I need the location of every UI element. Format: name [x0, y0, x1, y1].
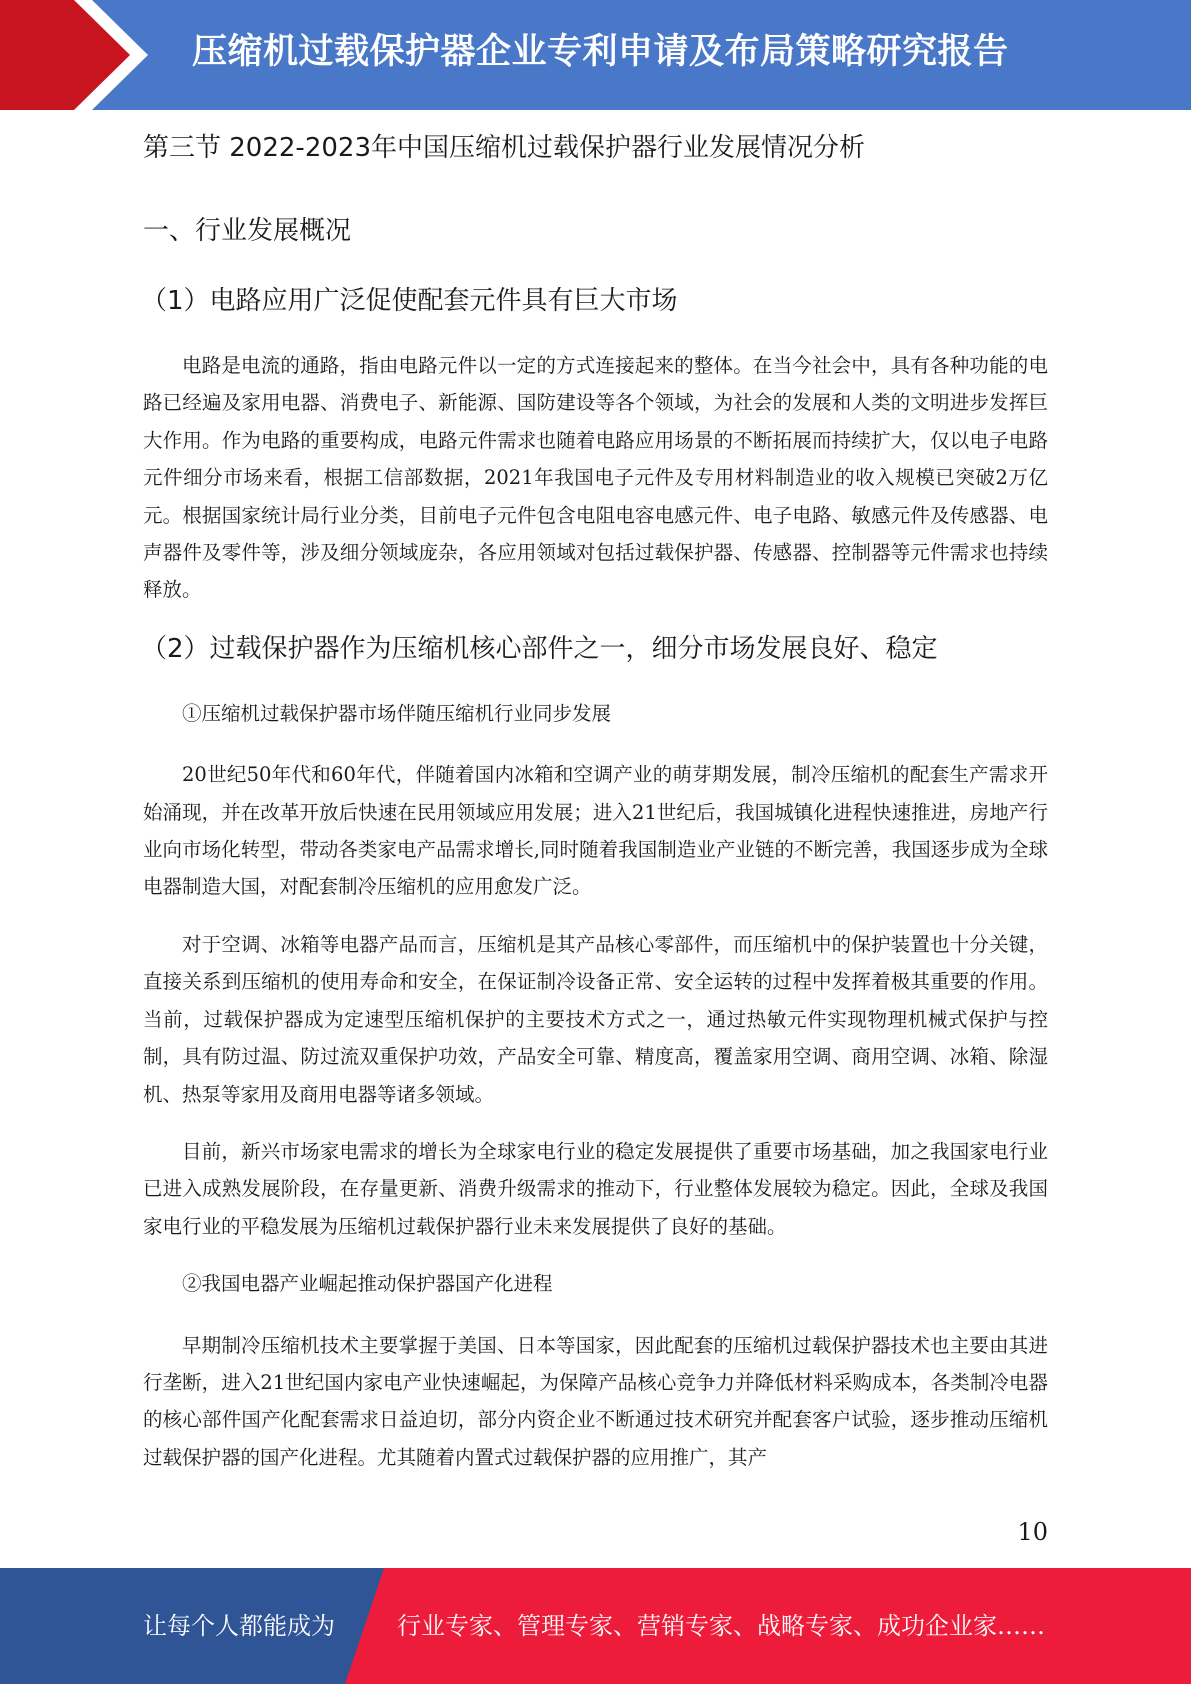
heading-overload-protector: （2）过载保护器作为压缩机核心部件之一，细分市场发展良好、稳定 — [141, 633, 938, 664]
paragraph-market-outlook: 目前，新兴市场家电需求的增长为全球家电行业的稳定发展提供了重要市场基础，加之我国家电行业已进入成熟发展阶段，在存量更新、消费升级需求的推动下，行业整体发展较为稳定。因此，全球及我国家电行业的平稳发展为压缩机过载保护器行业未来发展提供了良好的基础。 — [143, 1139, 1048, 1238]
header-arrow-decoration — [0, 0, 150, 110]
page-header — [0, 0, 1191, 110]
section-title: 第三节 2022-2023年中国压缩机过载保护器行业发展情况分析 — [143, 133, 865, 163]
footer-slogan-left: 让每个人都能成为 — [143, 1612, 335, 1640]
subheading-localization: ②我国电器产业崛起推动保护器国产化进程 — [182, 1272, 553, 1296]
paragraph-localization: 早期制冷压缩机技术主要掌握于美国、日本等国家，因此配套的压缩机过载保护器技术也主要由其进行垄断，进入21世纪国内家电产业快速崛起，为保障产品核心竞争力并降低材料采购成本，各类制冷电器的核心部件国产化配套需求日益迫切，部分内资企业不断通过技术研究并配套客户试验，逐步推动压缩机过载保护器的国产化进程。尤其随着内置式过载保护器的应用推广，其产 — [143, 1333, 1048, 1469]
heading-circuit-market: （1）电路应用广泛促使配套元件具有巨大市场 — [141, 286, 678, 316]
paragraph-circuit-elements: 电路是电流的通路，指由电路元件以一定的方式连接起来的整体。在当今社会中，具有各种功能的电路已经遍及家用电器、消费电子、新能源、国防建设等各个领域，为社会的发展和人类的文明进步发挥巨大作用。作为电路的重要构成，电路元件需求也随着电路应用场景的不断拓展而持续扩大，仅以电子电路元件细分市场来看，根据工信部数据，2021年我国电子元件及专用材料制造业的收入规模已突破2万亿元。根据国家统计局行业分类，目前电子元件包含电阻电容电感元件、电子电路、敏感元件及传感器、电声器件及零件等，涉及细分领域庞杂，各应用领域对包括过载保护器、传感器、控制器等元件需求也持续释放。 — [143, 354, 1048, 602]
page-footer — [0, 1568, 1191, 1684]
report-title: 压缩机过载保护器企业专利申请及布局策略研究报告 — [192, 32, 1009, 72]
footer-slogan-right: 行业专家、管理专家、营销专家、战略专家、成功企业家…… — [397, 1612, 1045, 1640]
paragraph-core-component: 对于空调、冰箱等电器产品而言，压缩机是其产品核心零部件，而压缩机中的保护装置也十分关键，直接关系到压缩机的使用寿命和安全，在保证制冷设备正常、安全运转的过程中发挥着极其重要的作用。当前，过载保护器成为定速型压缩机保护的主要技术方式之一，通过热敏元件实现物理机械式保护与控制，具有防过温、防过流双重保护功效，产品安全可靠、精度高，覆盖家用空调、商用空调、冰箱、除湿机、热泵等家用及商用电器等诸多领域。 — [143, 932, 1048, 1106]
subheading-market-development: ①压缩机过载保护器市场伴随压缩机行业同步发展 — [182, 701, 612, 725]
page-number: 10 — [1017, 1518, 1048, 1546]
paragraph-history: 20世纪50年代和60年代，伴随着国内冰箱和空调产业的萌芽期发展，制冷压缩机的配套生产需求开始涌现，并在改革开放后快速在民用领域应用发展；进入21世纪后，我国城镇化进程快速推进，房地产行业向市场化转型，带动各类家电产品需求增长,同时随着我国制造业产业链的不断完善，我国逐步成为全球电器制造大国，对配套制冷压缩机的应用愈发广泛。 — [143, 763, 1048, 899]
page-content — [143, 128, 1048, 1496]
heading-level-1: 一、行业发展概况 — [143, 216, 352, 246]
